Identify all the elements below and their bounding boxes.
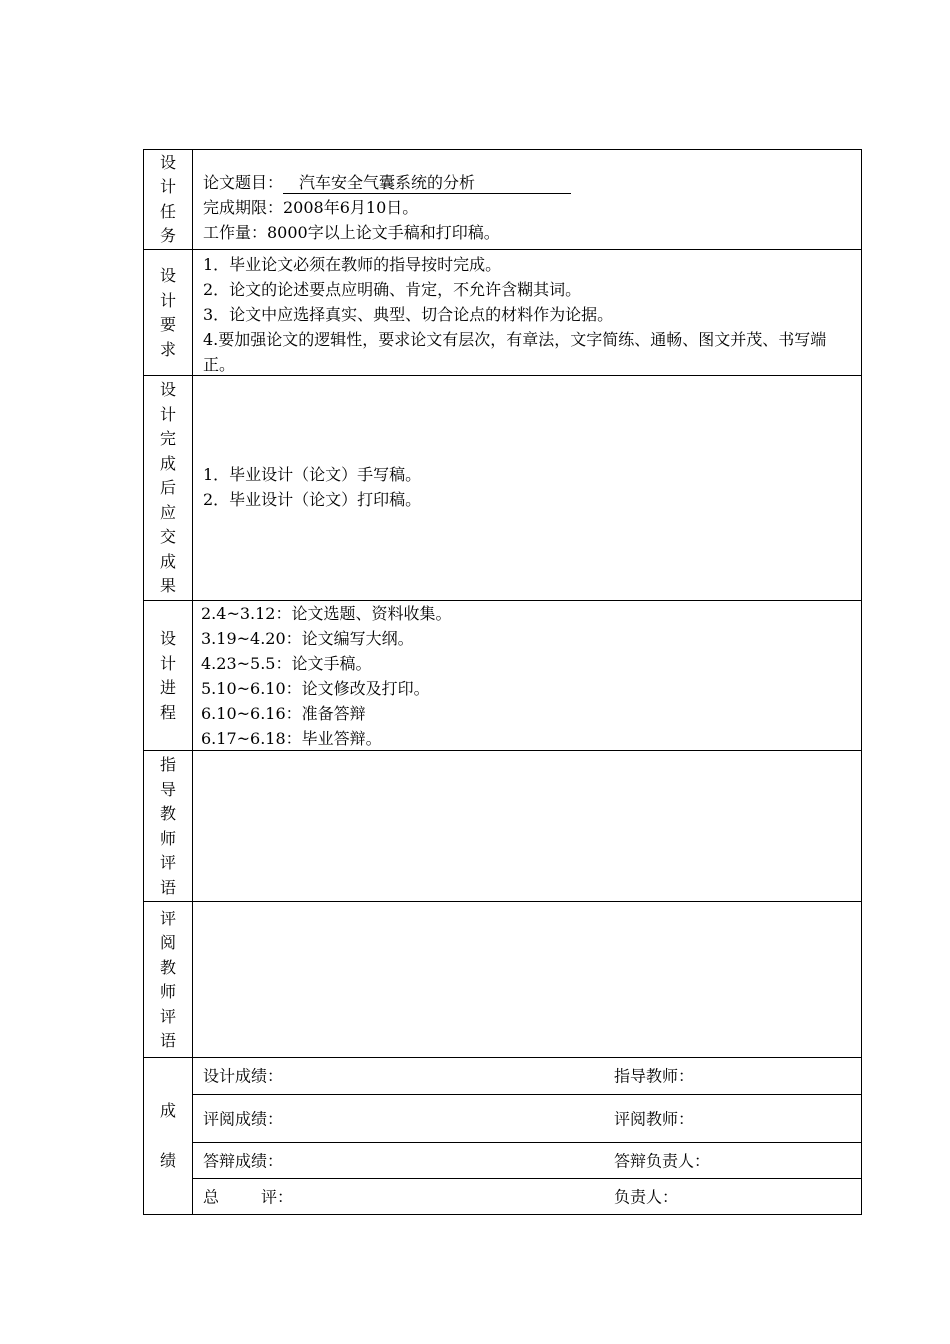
advisor-comment-area[interactable] bbox=[193, 751, 861, 902]
label-char: 计 bbox=[159, 653, 176, 673]
schedule-content bbox=[193, 601, 861, 751]
defense-grade-label: 答辩成绩： bbox=[203, 1151, 284, 1170]
schedule-item: 3.19~4.20：论文编写大纲。 bbox=[201, 629, 414, 648]
label-char: 导 bbox=[159, 779, 176, 799]
label-char: 师 bbox=[159, 828, 176, 848]
row-schedule bbox=[144, 600, 861, 751]
thesis-task-form bbox=[143, 149, 862, 1215]
label-char: 阅 bbox=[159, 933, 176, 952]
row-design-task bbox=[144, 150, 861, 249]
label-reviewer-comment bbox=[144, 902, 193, 1058]
label-char: 成 bbox=[159, 1101, 176, 1120]
label-schedule bbox=[144, 601, 193, 751]
schedule-item: 5.10~6.10：论文修改及打印。 bbox=[201, 679, 430, 698]
overall-char: 评： bbox=[261, 1187, 294, 1206]
schedule-item: 2.4~3.12：论文选题、资料收集。 bbox=[201, 604, 452, 623]
label-char: 教 bbox=[159, 804, 176, 823]
responsible-person-label: 负责人： bbox=[614, 1187, 679, 1206]
row-advisor-comment bbox=[144, 750, 861, 902]
requirements-content bbox=[193, 250, 861, 376]
label-char: 计 bbox=[159, 404, 176, 424]
requirement-item: 3．论文中应选择真实、典型、切合论点的材料作为论据。 bbox=[203, 305, 614, 324]
label-char: 应 bbox=[159, 502, 176, 522]
label-char: 任 bbox=[159, 201, 176, 221]
label-char: 语 bbox=[159, 1031, 176, 1050]
reviewer-comment-area[interactable] bbox=[193, 902, 861, 1058]
schedule-item: 6.17~6.18：毕业答辩。 bbox=[201, 729, 382, 748]
thesis-title-label: 论文题目： bbox=[203, 173, 284, 192]
reviewer-teacher-label: 评阅教师： bbox=[614, 1109, 695, 1128]
schedule-item: 4.23~5.5：论文手稿。 bbox=[201, 654, 372, 673]
requirement-item: 4.要加强论文的逻辑性，要求论文有层次，有章法，文字简练、通畅、图文并茂、书写端正。 bbox=[203, 330, 827, 374]
label-design-task bbox=[144, 150, 193, 249]
advisor-teacher-label: 指导教师： bbox=[614, 1066, 695, 1086]
design-task-content bbox=[193, 150, 861, 249]
thesis-title-value: 汽车安全气囊系统的分析 bbox=[283, 173, 571, 194]
label-char: 求 bbox=[159, 339, 176, 359]
label-char: 设 bbox=[159, 266, 176, 285]
label-char: 务 bbox=[159, 226, 176, 245]
deliverables-content bbox=[193, 376, 861, 601]
label-char: 计 bbox=[159, 290, 176, 310]
deliverable-item: 1．毕业设计（论文）手写稿。 bbox=[203, 465, 422, 484]
grade-row-design bbox=[193, 1058, 861, 1094]
grade-row-defense bbox=[193, 1142, 861, 1178]
label-deliverables bbox=[144, 376, 193, 601]
row-grades bbox=[144, 1057, 861, 1214]
label-char: 果 bbox=[159, 576, 176, 596]
deliverable-item: 2．毕业设计（论文）打印稿。 bbox=[203, 490, 422, 509]
label-char: 程 bbox=[159, 702, 176, 722]
requirement-item: 1．毕业论文必须在教师的指导按时完成。 bbox=[203, 255, 502, 274]
label-grades bbox=[144, 1058, 193, 1214]
label-char: 成 bbox=[159, 551, 176, 571]
row-reviewer-comment bbox=[144, 901, 861, 1058]
row-design-requirements bbox=[144, 249, 861, 376]
grades-content bbox=[193, 1058, 861, 1214]
deadline-text: 完成期限：2008年6月10日。 bbox=[203, 198, 419, 217]
grade-row-review bbox=[193, 1094, 861, 1142]
label-char: 教 bbox=[159, 957, 176, 977]
label-char: 后 bbox=[159, 478, 176, 498]
label-char: 设 bbox=[159, 152, 176, 172]
schedule-item: 6.10~6.16：准备答辩 bbox=[201, 704, 366, 723]
label-char: 师 bbox=[159, 982, 176, 1001]
label-char: 要 bbox=[159, 315, 176, 334]
design-grade-label: 设计成绩： bbox=[203, 1066, 284, 1086]
label-char: 交 bbox=[159, 527, 176, 547]
row-deliverables bbox=[144, 375, 861, 601]
label-char: 设 bbox=[159, 380, 176, 400]
label-char: 评 bbox=[159, 1006, 176, 1026]
label-char: 计 bbox=[159, 177, 176, 196]
defense-chair-label: 答辩负责人： bbox=[614, 1151, 711, 1170]
review-grade-label: 评阅成绩： bbox=[203, 1109, 284, 1128]
workload-text: 工作量：8000字以上论文手稿和打印稿。 bbox=[203, 223, 500, 242]
label-char: 语 bbox=[159, 877, 176, 897]
label-advisor-comment bbox=[144, 751, 193, 902]
label-char: 完 bbox=[159, 429, 176, 449]
label-char: 设 bbox=[159, 629, 176, 648]
thesis-title-line bbox=[203, 170, 855, 195]
label-char: 绩 bbox=[159, 1150, 176, 1170]
label-char: 评 bbox=[159, 908, 176, 928]
label-design-requirements bbox=[144, 250, 193, 376]
requirement-item: 2．论文的论述要点应明确、肯定，不允许含糊其词。 bbox=[203, 280, 582, 299]
label-char: 指 bbox=[159, 755, 176, 774]
label-char: 成 bbox=[159, 453, 176, 473]
label-char: 评 bbox=[159, 853, 176, 872]
overall-grade-label bbox=[203, 1184, 293, 1209]
grade-row-overall bbox=[193, 1178, 861, 1214]
label-char: 进 bbox=[159, 678, 176, 697]
overall-char: 总 bbox=[203, 1187, 220, 1206]
